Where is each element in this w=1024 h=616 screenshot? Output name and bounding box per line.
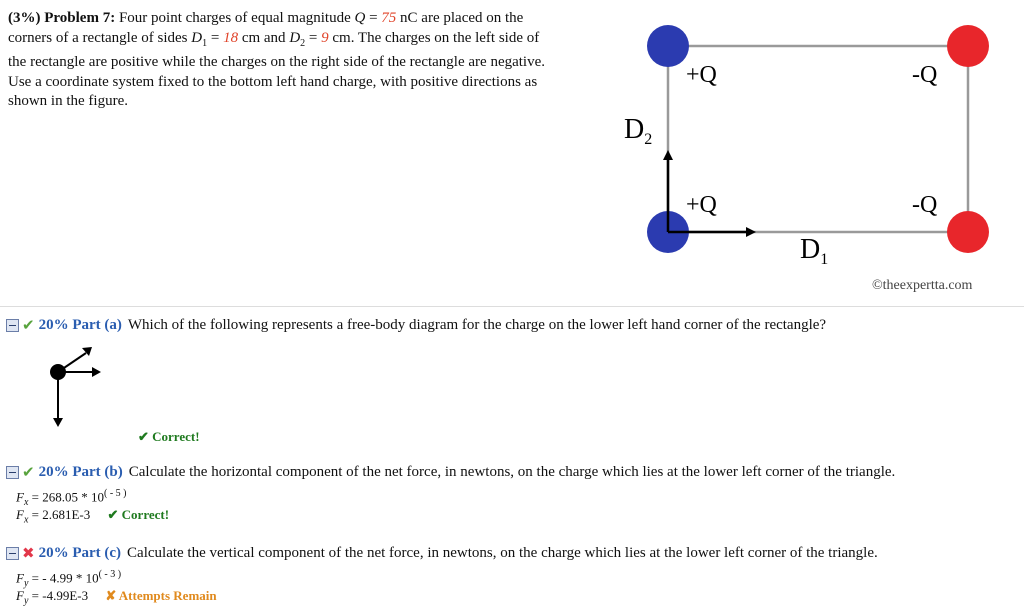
part-c-result-var-sub: y bbox=[23, 595, 29, 607]
part-c-cross-icon: ✖ bbox=[22, 546, 35, 562]
problem-line-2 bbox=[8, 29, 608, 54]
section-divider bbox=[0, 306, 1024, 307]
problem-statement bbox=[8, 9, 608, 112]
part-b-result-row bbox=[16, 507, 169, 526]
label-d1: $D_1$ bbox=[800, 234, 829, 268]
part-b-result-var-sub: x bbox=[23, 514, 29, 526]
d1-unit: cm and bbox=[241, 29, 286, 46]
part-c-var-sub: y bbox=[23, 577, 29, 589]
label-neg-bottom: -Q bbox=[912, 192, 938, 218]
q-value: 75 bbox=[381, 10, 397, 26]
part-b-var-sub: x bbox=[23, 496, 29, 508]
d1-sub: 1 bbox=[202, 37, 208, 49]
d1-value: 18 bbox=[223, 29, 239, 46]
problem-text-1: Four point charges of equal magnitude bbox=[118, 10, 351, 26]
part-a-percent: 20% Part (a) bbox=[38, 317, 122, 333]
part-a-check-icon: ✔ bbox=[22, 318, 35, 334]
part-b-var: F bbox=[16, 489, 24, 505]
part-a-status: ✔ Correct! bbox=[138, 429, 200, 444]
problem-line-5: shown in the figure. bbox=[8, 93, 128, 109]
part-c-question: Calculate the vertical component of the net force, in newtons, on the charge which lies at the lower left corner of the triangle. bbox=[127, 545, 878, 561]
part-a-header bbox=[6, 316, 826, 335]
x-axis-arrowhead-icon bbox=[746, 227, 756, 237]
part-c-var: F bbox=[16, 570, 24, 586]
problem-percent: (3%) bbox=[8, 10, 41, 26]
part-b-question: Calculate the horizontal component of the net force, in newtons, on the charge which lies at the lower left corner of the triangle. bbox=[128, 464, 896, 480]
part-c-percent: 20% Part (c) bbox=[38, 545, 122, 561]
part-c-expr: = - 4.99 * 10 bbox=[31, 570, 99, 586]
d2-symbol: D bbox=[289, 29, 301, 46]
label-d2: $D_2$ bbox=[624, 114, 653, 148]
part-a-question: Which of the following represents a free-body diagram for the charge on the lower left hand corner of the rectangle? bbox=[127, 317, 827, 333]
d1-symbol: D bbox=[191, 29, 203, 46]
q-unit: nC are placed on the bbox=[400, 10, 524, 26]
q-symbol: Q bbox=[354, 10, 366, 26]
part-c-result-row bbox=[16, 588, 217, 607]
fbd-down-arrowhead-icon bbox=[53, 418, 63, 427]
problem-text-2: corners of a rectangle of sides bbox=[8, 29, 188, 46]
label-neg-top: -Q bbox=[912, 62, 938, 88]
part-c-result-var: F bbox=[16, 588, 24, 603]
d2-value: 9 bbox=[321, 29, 329, 46]
part-c-status: ✘ Attempts Remain bbox=[105, 588, 217, 603]
part-b-expression bbox=[16, 488, 127, 508]
charge-positive-top-left bbox=[647, 25, 689, 67]
charge-negative-bottom-right bbox=[947, 211, 989, 253]
part-b-check-icon: ✔ bbox=[22, 465, 35, 481]
part-c-expression bbox=[16, 569, 121, 589]
part-b-percent: 20% Part (b) bbox=[38, 464, 123, 480]
d2-equals: = bbox=[308, 29, 318, 46]
fbd-charge-dot bbox=[50, 364, 66, 380]
part-a-collapse-icon[interactable] bbox=[6, 319, 19, 332]
part-b-result-var: F bbox=[16, 507, 24, 522]
part-c-result: = -4.99E-3 bbox=[31, 588, 89, 603]
problem-line-4: Use a coordinate system fixed to the bottom left hand charge, with positive directions as bbox=[8, 73, 538, 90]
label-pos-top: +Q bbox=[686, 62, 717, 88]
charge-figure bbox=[600, 10, 1024, 302]
y-axis-arrowhead-icon bbox=[663, 150, 673, 160]
fbd-right-arrowhead-icon bbox=[92, 367, 101, 377]
d2-sub: 2 bbox=[300, 37, 306, 49]
part-b-header bbox=[6, 463, 895, 482]
part-b-expr: = 268.05 * 10 bbox=[31, 489, 104, 505]
problem-number: Problem 7: bbox=[44, 10, 116, 26]
part-c-header bbox=[6, 544, 878, 563]
part-c-exp: ( - 3 ) bbox=[98, 569, 122, 580]
problem-line-3: the rectangle are positive while the charges on the right side of the rectangle are negative. bbox=[8, 54, 545, 70]
part-b-collapse-icon[interactable] bbox=[6, 466, 19, 479]
charge-negative-top-right bbox=[947, 25, 989, 67]
problem-line-1 bbox=[8, 9, 608, 29]
d1-equals: = bbox=[210, 29, 220, 46]
free-body-diagram bbox=[36, 342, 110, 430]
copyright-text: ©theexpertta.com bbox=[872, 278, 973, 293]
d2-unit: cm. The charges on the left side of bbox=[332, 29, 540, 46]
label-pos-bottom: +Q bbox=[686, 192, 717, 218]
part-b-status: ✔ Correct! bbox=[107, 507, 170, 522]
part-b-result: = 2.681E-3 bbox=[31, 507, 91, 522]
q-equals: = bbox=[369, 10, 378, 26]
part-b-exp: ( - 5 ) bbox=[104, 488, 127, 499]
part-c-collapse-icon[interactable] bbox=[6, 547, 19, 560]
